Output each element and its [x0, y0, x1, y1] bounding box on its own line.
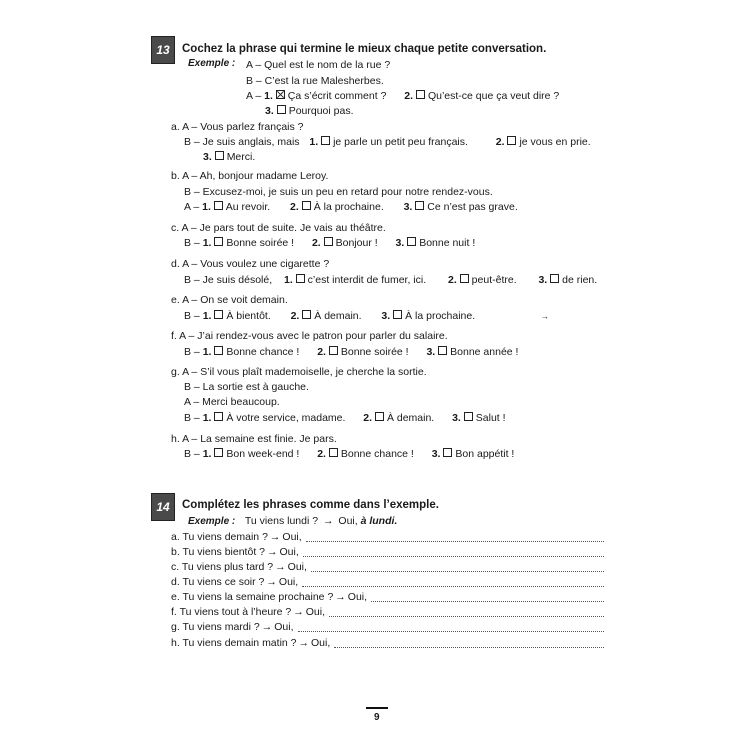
- item-question: Tu viens plus tard ?: [181, 561, 274, 573]
- item-letter: a.: [171, 531, 180, 543]
- item-g-options: B – 1. À votre service, madame. 2. À demain. 3. Salut !: [184, 412, 506, 424]
- item-a-options: B – Je suis anglais, mais 1. je parle un petit peu français. 2. je vous en prie.: [184, 136, 591, 148]
- item-answer-prefix: Oui,: [287, 561, 307, 573]
- arrow-icon: →: [275, 561, 286, 573]
- answer-blank-line[interactable]: [371, 600, 604, 602]
- checkbox-icon[interactable]: [416, 90, 425, 99]
- checkbox-icon[interactable]: [415, 201, 424, 210]
- exercise-title: Cochez la phrase qui termine le mieux chaque petite conversation.: [182, 43, 547, 55]
- item-d-line1: d. A – Vous voulez une cigarette ?: [171, 258, 330, 270]
- item-question: Tu viens mardi ?: [182, 621, 260, 633]
- list-item: [171, 605, 325, 619]
- example-line: Exemple : Tu viens lundi ? → Oui, à lundi.: [188, 515, 398, 527]
- item-f-options: B – 1. Bonne chance ! 2. Bonne soirée ! 3. Bonne année !: [184, 346, 519, 358]
- item-letter: b.: [171, 546, 180, 558]
- exercise-number: 14: [156, 500, 170, 514]
- item-b-options: A – 1. Au revoir. 2. À la prochaine. 3. Ce n’est pas grave.: [184, 201, 518, 213]
- arrow-icon: →: [335, 591, 346, 603]
- arrow-icon: →: [298, 637, 309, 649]
- checkbox-icon[interactable]: [507, 136, 516, 145]
- item-question: Tu viens la semaine prochaine ?: [182, 591, 334, 603]
- item-answer-prefix: Oui,: [347, 591, 368, 603]
- checkbox-icon[interactable]: [324, 237, 333, 246]
- item-question: Tu viens bientôt ?: [182, 546, 265, 558]
- list-item: [171, 545, 299, 559]
- item-g-line2: B – La sortie est à gauche.: [184, 381, 309, 393]
- arrow-icon: →: [269, 531, 281, 543]
- item-b-line2: B – Excusez-moi, je suis un peu en retard pour notre rendez-vous.: [184, 186, 493, 198]
- item-e-line1: e. A – On se voit demain.: [171, 294, 288, 306]
- list-item: [171, 590, 367, 604]
- list-item: [171, 560, 307, 574]
- answer-blank-line[interactable]: [302, 585, 604, 587]
- checkbox-icon[interactable]: [438, 346, 447, 355]
- item-d-options: B – Je suis désolé, 1. c’est interdit de fumer, ici. 2. peut-être. 3. de rien.: [184, 274, 598, 286]
- item-question: Tu viens demain ?: [182, 531, 268, 543]
- list-item: [171, 530, 302, 544]
- item-h-options: B – 1. Bon week-end ! 2. Bonne chance ! 3. Bon appétit !: [184, 448, 515, 460]
- item-letter: h.: [171, 637, 180, 649]
- checkbox-icon[interactable]: [460, 274, 469, 283]
- checkbox-icon[interactable]: [443, 448, 452, 457]
- checkbox-icon[interactable]: [329, 346, 338, 355]
- example-line-a: A – Quel est le nom de la rue ?: [246, 59, 391, 71]
- item-b-line1: b. A – Ah, bonjour madame Leroy.: [171, 170, 329, 182]
- checkbox-icon[interactable]: [214, 237, 223, 246]
- item-letter: g.: [171, 621, 180, 633]
- checkbox-icon[interactable]: [393, 310, 402, 319]
- item-a-option3: 3. Merci.: [203, 151, 256, 163]
- arrow-icon: →: [266, 576, 277, 588]
- answer-blank-line[interactable]: [298, 630, 605, 632]
- page-number: 9: [374, 712, 380, 723]
- item-question: Tu viens ce soir ?: [182, 576, 265, 588]
- list-item: [171, 636, 330, 650]
- answer-blank-line[interactable]: [329, 615, 604, 617]
- exercise-number-badge: [151, 36, 175, 64]
- answer-blank-line[interactable]: [311, 570, 604, 572]
- exercise-title: Complétez les phrases comme dans l’exemple.: [182, 499, 439, 511]
- item-answer-prefix: Oui,: [278, 576, 299, 588]
- item-answer-prefix: Oui,: [311, 637, 331, 649]
- exercise-number-badge: [151, 493, 175, 521]
- checkbox-icon[interactable]: [277, 105, 286, 114]
- checkbox-icon[interactable]: [321, 136, 330, 145]
- item-question: Tu viens demain matin ?: [182, 637, 297, 649]
- item-letter: e.: [171, 591, 180, 603]
- arrow-icon: →: [322, 515, 334, 527]
- exercise-number: 13: [156, 43, 170, 57]
- example-label: Exemple :: [188, 58, 236, 69]
- item-f-line1: f. A – J’ai rendez-vous avec le patron pour parler du salaire.: [171, 330, 448, 342]
- checkbox-icon[interactable]: [464, 412, 473, 421]
- answer-blank-line[interactable]: [334, 646, 604, 648]
- example-option-3: 3. Pourquoi pas.: [265, 105, 354, 117]
- checkbox-icon[interactable]: [302, 201, 311, 210]
- checkbox-icon[interactable]: [214, 412, 223, 421]
- stray-arrow-mark: →: [541, 312, 549, 321]
- checkbox-icon[interactable]: [302, 310, 311, 319]
- checkbox-icon[interactable]: [214, 201, 223, 210]
- item-letter: c.: [171, 561, 180, 573]
- item-g-line3: A – Merci beaucoup.: [184, 396, 280, 408]
- checkbox-icon[interactable]: [214, 310, 223, 319]
- item-e-options: B – 1. À bientôt. 2. À demain. 3. À la prochaine.: [184, 310, 476, 322]
- list-item: [171, 575, 298, 589]
- answer-blank-line[interactable]: [306, 540, 604, 542]
- arrow-icon: →: [261, 621, 273, 633]
- item-answer-prefix: Oui,: [279, 546, 299, 558]
- checkbox-icon[interactable]: [296, 274, 305, 283]
- answer-blank-line[interactable]: [303, 555, 604, 557]
- item-answer-prefix: Oui,: [274, 621, 294, 633]
- page-number-rule: [366, 707, 388, 709]
- item-c-line1: c. A – Je pars tout de suite. Je vais au théâtre.: [171, 222, 386, 234]
- list-item: [171, 620, 294, 634]
- item-c-options: B – 1. Bonne soirée ! 2. Bonjour ! 3. Bonne nuit !: [184, 237, 476, 249]
- checked-checkbox-icon[interactable]: [276, 90, 285, 99]
- item-letter: f.: [171, 606, 177, 618]
- example-options-line: A – 1. Ça s’écrit comment ? 2. Qu’est-ce que ça veut dire ?: [246, 90, 560, 102]
- checkbox-icon[interactable]: [214, 448, 223, 457]
- item-g-line1: g. A – S’il vous plaît mademoiselle, je cherche la sortie.: [171, 366, 427, 378]
- item-a-line1: a. A – Vous parlez français ?: [171, 121, 304, 133]
- checkbox-icon[interactable]: [215, 151, 224, 160]
- checkbox-icon[interactable]: [214, 346, 223, 355]
- item-answer-prefix: Oui,: [305, 606, 326, 618]
- item-letter: d.: [171, 576, 180, 588]
- example-line-b: B – C’est la rue Malesherbes.: [246, 75, 384, 87]
- checkbox-icon[interactable]: [550, 274, 559, 283]
- item-question: Tu viens tout à l’heure ?: [179, 606, 292, 618]
- item-answer-prefix: Oui,: [282, 531, 302, 543]
- checkbox-icon[interactable]: [407, 237, 416, 246]
- arrow-icon: →: [267, 546, 278, 558]
- arrow-icon: →: [293, 606, 304, 618]
- checkbox-icon[interactable]: [375, 412, 384, 421]
- checkbox-icon[interactable]: [329, 448, 338, 457]
- item-h-line1: h. A – La semaine est finie. Je pars.: [171, 433, 337, 445]
